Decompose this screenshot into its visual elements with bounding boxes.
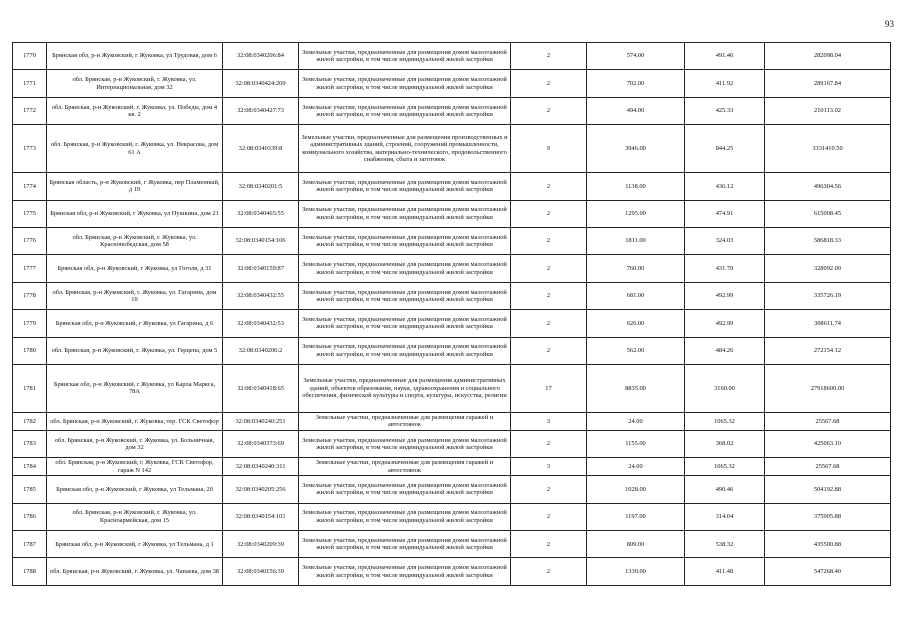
- specific-value-cell: 538.32: [685, 531, 765, 558]
- address-cell: обл. Брянская, р-н Жуковский, г. Жуковка, ул. Красноармейская, дом 15: [47, 503, 223, 530]
- row-number-cell: 1774: [13, 173, 47, 200]
- group-cell: 9: [511, 125, 587, 173]
- specific-value-cell: 490.46: [685, 476, 765, 503]
- area-cell: 1330.00: [587, 558, 685, 585]
- table-row: [13, 503, 891, 530]
- group-cell: 2: [511, 200, 587, 227]
- row-number-cell: 1770: [13, 43, 47, 70]
- table-row: [13, 282, 891, 309]
- specific-value-cell: 1065.32: [685, 412, 765, 430]
- land-use-cell: Земельные участки, предназначенные для размещения домов малоэтажной жилой застройки, в том числе индивидуальной жилой застройки: [299, 503, 511, 530]
- cadastral-number-cell: 32:08:0340205:256: [223, 476, 299, 503]
- address-cell: Брянская обл, р-н Жуковский, г Жуковка, ул Тельмана, 20: [47, 476, 223, 503]
- area-cell: 1295.00: [587, 200, 685, 227]
- table-row: [13, 430, 891, 457]
- area-cell: 760.00: [587, 255, 685, 282]
- group-cell: 2: [511, 430, 587, 457]
- cadastral-value-cell: 210113.02: [765, 97, 891, 124]
- address-cell: обл. Брянская, р-н Жуковский, г. Жуковка, тер. ГСК Светофор: [47, 412, 223, 430]
- table-row: [13, 364, 891, 412]
- table-row: [13, 531, 891, 558]
- land-use-cell: Земельные участки, предназначенные для размещения домов малоэтажной жилой застройки, в том числе индивидуальной жилой застройки: [299, 255, 511, 282]
- table-row: [13, 558, 891, 585]
- row-number-cell: 1788: [13, 558, 47, 585]
- table-row: [13, 173, 891, 200]
- address-cell: Брянская обл, р-н Жуковский, г Жуковка, ул Пушкина, дом 21: [47, 200, 223, 227]
- cadastral-value-cell: 335726.19: [765, 282, 891, 309]
- table-row: [13, 458, 891, 476]
- cadastral-value-cell: 272154.12: [765, 337, 891, 364]
- table-row: [13, 412, 891, 430]
- specific-value-cell: 491.46: [685, 43, 765, 70]
- cadastral-number-cell: 32:08:0340240:311: [223, 458, 299, 476]
- group-cell: 3: [511, 412, 587, 430]
- group-cell: 3: [511, 458, 587, 476]
- area-cell: 1155.00: [587, 430, 685, 457]
- cadastral-value-cell: 375905.88: [765, 503, 891, 530]
- cadastral-number-cell: 32:08:0340159:87: [223, 255, 299, 282]
- cadastral-number-cell: 32:08:0340432:53: [223, 310, 299, 337]
- cadastral-value-table: [12, 42, 891, 586]
- land-use-cell: Земельные участки, предназначенные для размещения домов малоэтажной жилой застройки, в том числе индивидуальной жилой застройки: [299, 173, 511, 200]
- cadastral-number-cell: 32:08:0340424:209: [223, 70, 299, 97]
- group-cell: 2: [511, 227, 587, 254]
- row-number-cell: 1779: [13, 310, 47, 337]
- cadastral-value-cell: 425063.10: [765, 430, 891, 457]
- land-use-cell: Земельные участки, предназначенные для размещения гаражей и автостоянок: [299, 412, 511, 430]
- table-row: [13, 227, 891, 254]
- row-number-cell: 1781: [13, 364, 47, 412]
- cadastral-number-cell: 32:08:0340339:8: [223, 125, 299, 173]
- specific-value-cell: 1065.32: [685, 458, 765, 476]
- row-number-cell: 1773: [13, 125, 47, 173]
- group-cell: 2: [511, 70, 587, 97]
- table-body: [13, 43, 891, 586]
- specific-value-cell: 411.92: [685, 70, 765, 97]
- group-cell: 2: [511, 310, 587, 337]
- specific-value-cell: 324.03: [685, 227, 765, 254]
- cadastral-value-cell: 496304.56: [765, 173, 891, 200]
- land-use-cell: Земельные участки, предназначенные для размещения домов малоэтажной жилой застройки, в том числе индивидуальной жилой застройки: [299, 43, 511, 70]
- cadastral-value-cell: 504192.88: [765, 476, 891, 503]
- cadastral-number-cell: 32:08:0340154:101: [223, 503, 299, 530]
- cadastral-number-cell: 32:08:0340373:69: [223, 430, 299, 457]
- specific-value-cell: 3160.00: [685, 364, 765, 412]
- address-cell: обл. Брянская, р-н Жуковский, г. Жуковка, ГСК Светофор, гараж N 142: [47, 458, 223, 476]
- group-cell: 2: [511, 282, 587, 309]
- row-number-cell: 1771: [13, 70, 47, 97]
- area-cell: 3946.00: [587, 125, 685, 173]
- address-cell: обл. Брянская, р-н Жуковский, г. Жуковка, ул. Интернациональная, дом 32: [47, 70, 223, 97]
- cadastral-value-cell: 25567.68: [765, 458, 891, 476]
- group-cell: 2: [511, 173, 587, 200]
- table-row: [13, 337, 891, 364]
- specific-value-cell: 368.02: [685, 430, 765, 457]
- table-row: [13, 255, 891, 282]
- cadastral-number-cell: 32:08:0340240:251: [223, 412, 299, 430]
- row-number-cell: 1786: [13, 503, 47, 530]
- address-cell: обл. Брянская, р-н Жуковский, г. Жуковка, ул. Гагарина, дом 10: [47, 282, 223, 309]
- address-cell: Брянская обл, р-н Жуковский, г Жуковка, ул Гагарина, д 6: [47, 310, 223, 337]
- table-row: [13, 43, 891, 70]
- cadastral-value-cell: 586818.33: [765, 227, 891, 254]
- specific-value-cell: 492.99: [685, 282, 765, 309]
- address-cell: Брянская обл, р-н Жуковский, г Жуковка, ул Карла Маркса, 78А: [47, 364, 223, 412]
- group-cell: 2: [511, 97, 587, 124]
- specific-value-cell: 436.12: [685, 173, 765, 200]
- address-cell: обл. Брянская, р-н Жуковский, г. Жуковка, ул. Больничная, дом 32: [47, 430, 223, 457]
- group-cell: 2: [511, 43, 587, 70]
- address-cell: Брянская обл, р-н Жуковский, г Жуковка, ул Гоголя, д 31: [47, 255, 223, 282]
- cadastral-number-cell: 32:08:0340201:5: [223, 173, 299, 200]
- land-use-cell: Земельные участки, предназначенные для размещения домов малоэтажной жилой застройки, в том числе индивидуальной жилой застройки: [299, 558, 511, 585]
- cadastral-number-cell: 32:08:0340209:39: [223, 531, 299, 558]
- specific-value-cell: 314.04: [685, 503, 765, 530]
- cadastral-number-cell: 32:08:0340206:84: [223, 43, 299, 70]
- group-cell: 2: [511, 531, 587, 558]
- table-row: [13, 476, 891, 503]
- cadastral-value-cell: 25567.68: [765, 412, 891, 430]
- cadastral-value-cell: 328092.00: [765, 255, 891, 282]
- land-use-cell: Земельные участки, предназначенные для размещения домов малоэтажной жилой застройки, в том числе индивидуальной жилой застройки: [299, 282, 511, 309]
- group-cell: 2: [511, 503, 587, 530]
- area-cell: 494.00: [587, 97, 685, 124]
- row-number-cell: 1785: [13, 476, 47, 503]
- area-cell: 809.00: [587, 531, 685, 558]
- group-cell: 2: [511, 255, 587, 282]
- area-cell: 626.00: [587, 310, 685, 337]
- specific-value-cell: 844.25: [685, 125, 765, 173]
- cadastral-value-cell: 308611.74: [765, 310, 891, 337]
- cadastral-value-cell: 282098.04: [765, 43, 891, 70]
- area-cell: 574.00: [587, 43, 685, 70]
- specific-value-cell: 425.33: [685, 97, 765, 124]
- land-use-cell: Земельные участки, предназначенные для размещения домов малоэтажной жилой застройки, в том числе индивидуальной жилой застройки: [299, 430, 511, 457]
- area-cell: 24.00: [587, 412, 685, 430]
- table-row: [13, 310, 891, 337]
- land-use-cell: Земельные участки, предназначенные для размещения домов малоэтажной жилой застройки, в том числе индивидуальной жилой застройки: [299, 200, 511, 227]
- specific-value-cell: 492.99: [685, 310, 765, 337]
- row-number-cell: 1784: [13, 458, 47, 476]
- area-cell: 562.00: [587, 337, 685, 364]
- cadastral-value-cell: 547268.40: [765, 558, 891, 585]
- table-row: [13, 70, 891, 97]
- address-cell: обл. Брянская, р-н Жуковский, г. Жуковка, ул. Герцена, дом 5: [47, 337, 223, 364]
- specific-value-cell: 431.70: [685, 255, 765, 282]
- row-number-cell: 1787: [13, 531, 47, 558]
- cadastral-value-cell: 27918600.00: [765, 364, 891, 412]
- land-use-cell: Земельные участки, предназначенные для размещения домов малоэтажной жилой застройки, в том числе индивидуальной жилой застройки: [299, 310, 511, 337]
- cadastral-number-cell: 32:08:0340465:55: [223, 200, 299, 227]
- address-cell: Брянская область, р-н Жуковский, г Жуковка, пер Пламенный, д 19: [47, 173, 223, 200]
- land-use-cell: Земельные участки, предназначенные для размещения домов малоэтажной жилой застройки, в том числе индивидуальной жилой застройки: [299, 70, 511, 97]
- area-cell: 702.00: [587, 70, 685, 97]
- cadastral-number-cell: 32:08:0340154:106: [223, 227, 299, 254]
- group-cell: 17: [511, 364, 587, 412]
- area-cell: 8835.00: [587, 364, 685, 412]
- specific-value-cell: 411.48: [685, 558, 765, 585]
- cadastral-number-cell: 32:08:0340156:39: [223, 558, 299, 585]
- specific-value-cell: 474.91: [685, 200, 765, 227]
- group-cell: 2: [511, 337, 587, 364]
- address-cell: обл. Брянская, р-н Жуковский, г. Жуковка, ул. Чапаева, дом 38: [47, 558, 223, 585]
- address-cell: обл. Брянская, р-н Жуковский, г. Жуковка, ул. Победы, дом 4 кв. 2: [47, 97, 223, 124]
- cadastral-number-cell: 32:08:0340432:55: [223, 282, 299, 309]
- address-cell: Брянская обл, р-н Жуковский, г Жуковка, ул Трудовая, дом 6: [47, 43, 223, 70]
- row-number-cell: 1778: [13, 282, 47, 309]
- area-cell: 681.00: [587, 282, 685, 309]
- land-use-cell: Земельные участки, предназначенные для размещения административных зданий, объектов образования, науки, здравоохранения и социального обеспечения, физической культуры и спорта, культуры, искусства, религии: [299, 364, 511, 412]
- area-cell: 1028.00: [587, 476, 685, 503]
- cadastral-value-cell: 289167.84: [765, 70, 891, 97]
- row-number-cell: 1780: [13, 337, 47, 364]
- specific-value-cell: 484.26: [685, 337, 765, 364]
- cadastral-number-cell: 32:08:0340427:73: [223, 97, 299, 124]
- land-use-cell: Земельные участки, предназначенные для размещения домов малоэтажной жилой застройки, в том числе индивидуальной жилой застройки: [299, 476, 511, 503]
- page-number: 93: [885, 19, 894, 29]
- address-cell: Брянская обл, р-н Жуковский, г Жуковка, ул Тельмана, д 1: [47, 531, 223, 558]
- cadastral-number-cell: 32:08:0340418:65: [223, 364, 299, 412]
- row-number-cell: 1776: [13, 227, 47, 254]
- row-number-cell: 1777: [13, 255, 47, 282]
- cadastral-value-cell: 435500.88: [765, 531, 891, 558]
- cadastral-number-cell: 32:08:0340206:2: [223, 337, 299, 364]
- row-number-cell: 1783: [13, 430, 47, 457]
- land-use-cell: Земельные участки, предназначенные для размещения домов малоэтажной жилой застройки, в том числе индивидуальной жилой застройки: [299, 227, 511, 254]
- land-use-cell: Земельные участки, предназначенные для размещения производственных и административных зданий, строений, сооружений промышленности, коммунального хозяйства, материально-технического, продовольственного снабжения, сбыта и заготовок: [299, 125, 511, 173]
- area-cell: 24.00: [587, 458, 685, 476]
- area-cell: 1138.00: [587, 173, 685, 200]
- cadastral-value-cell: 3331410.50: [765, 125, 891, 173]
- land-use-cell: Земельные участки, предназначенные для размещения домов малоэтажной жилой застройки, в том числе индивидуальной жилой застройки: [299, 531, 511, 558]
- land-use-cell: Земельные участки, предназначенные для размещения домов малоэтажной жилой застройки, в том числе индивидуальной жилой застройки: [299, 97, 511, 124]
- group-cell: 2: [511, 558, 587, 585]
- area-cell: 1197.00: [587, 503, 685, 530]
- table-row: [13, 97, 891, 124]
- address-cell: обл. Брянская, р-н Жуковский, г. Жуковка, ул. Некрасова, дом 61 А: [47, 125, 223, 173]
- row-number-cell: 1775: [13, 200, 47, 227]
- group-cell: 2: [511, 476, 587, 503]
- row-number-cell: 1772: [13, 97, 47, 124]
- row-number-cell: 1782: [13, 412, 47, 430]
- area-cell: 1811.00: [587, 227, 685, 254]
- land-use-cell: Земельные участки, предназначенные для размещения домов малоэтажной жилой застройки, в том числе индивидуальной жилой застройки: [299, 337, 511, 364]
- land-use-cell: Земельные участки, предназначенные для размещения гаражей и автостоянок: [299, 458, 511, 476]
- table-row: [13, 200, 891, 227]
- table-row: [13, 125, 891, 173]
- cadastral-value-cell: 615008.45: [765, 200, 891, 227]
- address-cell: обл. Брянская, р-н Жуковский, г. Жуковка, ул. Краснопобедская, дом 58: [47, 227, 223, 254]
